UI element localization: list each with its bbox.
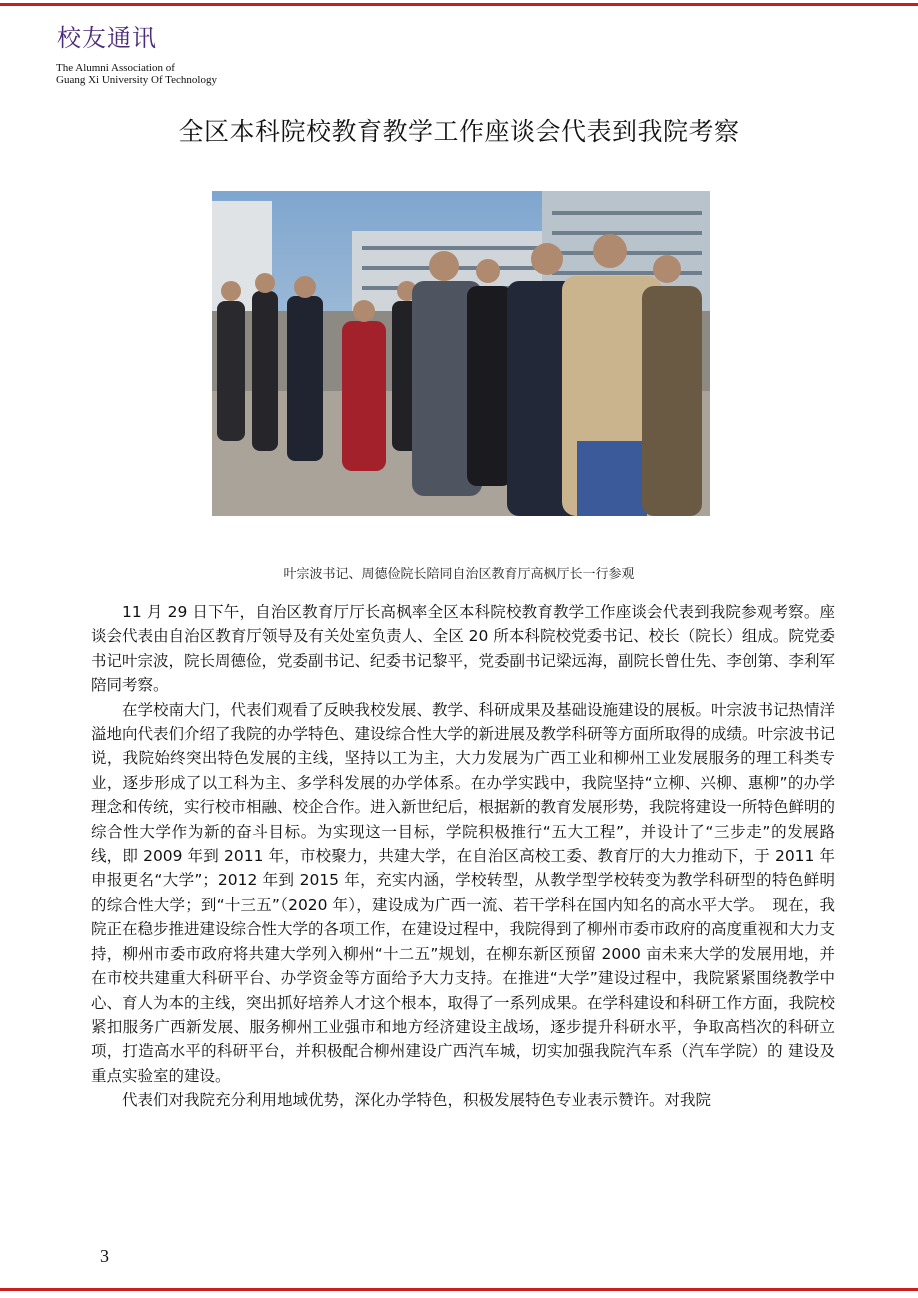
photo-caption: 叶宗波书记、周德俭院长陪同自治区教育厅高枫厅长一行参观 <box>283 567 635 582</box>
article-headline: 全区本科院校教育教学工作座谈会代表到我院考察 <box>178 117 740 146</box>
article-photo <box>212 191 710 516</box>
group-photo-illustration <box>212 191 710 516</box>
masthead-subtitle <box>56 62 217 86</box>
bottom-red-rule <box>0 1288 918 1291</box>
masthead-subtitle-line2: Guang Xi University Of Technology <box>56 74 217 86</box>
body-paragraph: 在学校南大门，代表们观看了反映我校发展、教学、科研成果及基础设施建设的展板。叶宗波书记热情洋溢地向代表们介绍了我院的办学特色、建设综合性大学的新进展及教学科研等方面所取得的成绩。叶宗波书记说，我院始终突出特色发展的主线，坚持以工为主，大力发展为广西工业和柳州工业发展服务的理工科类专业，逐步形成了以工科为主、多学科发展的办学体系。在办学实践中，我院坚持“立柳、兴柳、惠柳”的办学理念和传统，实行校市相融、校企合作。进入新世纪后，根据新的教育发展形势，我院将建设一所特色鲜明的综合性大学作为新的奋斗目标。为实现这一目标，学院积极推行“五大工程”，并设计了“三步走”的发展路线，即 2009 年到 2011 年，市校聚力，共建大学，在自治区高校工委、教育厅的大力推动下，于 2011 年申报更名“大学”；2012 年到 2015 年，充实内涵，学校转型，从教学型学校转变为教学科研型的特色鲜明的综合性大学；到“十三五”（2020 年），建设成为广西一流、若干学科在国内知名的高水平大学。 现在，我院正在稳步推进建设综合性大学的各项工作，在建设过程中，我院得到了柳州市委市政府的高度重视和大力支持，柳州市委市政府将共建大学列入柳州“十二五”规划，在柳东新区预留 2000 亩未来大学的发展用地，并在市校共建重大科研平台、办学资金等方面给予大力支持。在推进“大学”建设过程中，我院紧紧围绕教学中心、育人为本的主线，突出抓好培养人才这个根本，取得了一系列成果。在学科建设和科研工作方面，我院校紧扣服务广西新发展、服务柳州工业强市和地方经济建设主战场，逐步提升科研水平，争取高档次的科研立项，打造高水平的科研平台，并积极配合柳州建设广西汽车城，切实加强我院汽车系（汽车学院）的 建设及重点实验室的建设。 <box>91 700 836 1085</box>
masthead-subtitle-line1: The Alumni Association of <box>56 62 175 74</box>
masthead-title: 校友通讯 <box>57 24 157 52</box>
article-body <box>91 600 835 1113</box>
page-number: 3 <box>100 1246 109 1266</box>
body-paragraph: 11 月 29 日下午，自治区教育厅厅长高枫率全区本科院校教育教学工作座谈会代表到我院参观考察。座谈会代表由自治区教育厅领导及有关处室负责人、全区 20 所本科院校党委书记、校长（院长）组成。院党委书记叶宗波，院长周德俭，党委副书记、纪委书记黎平，党委副书记梁远海，副院长曾仕先、李创第、李利军陪同考察。 <box>91 603 836 695</box>
top-red-rule <box>0 3 918 6</box>
body-paragraph: 代表们对我院充分利用地域优势，深化办学特色，积极发展特色专业表示赞许。对我院 <box>122 1091 712 1110</box>
